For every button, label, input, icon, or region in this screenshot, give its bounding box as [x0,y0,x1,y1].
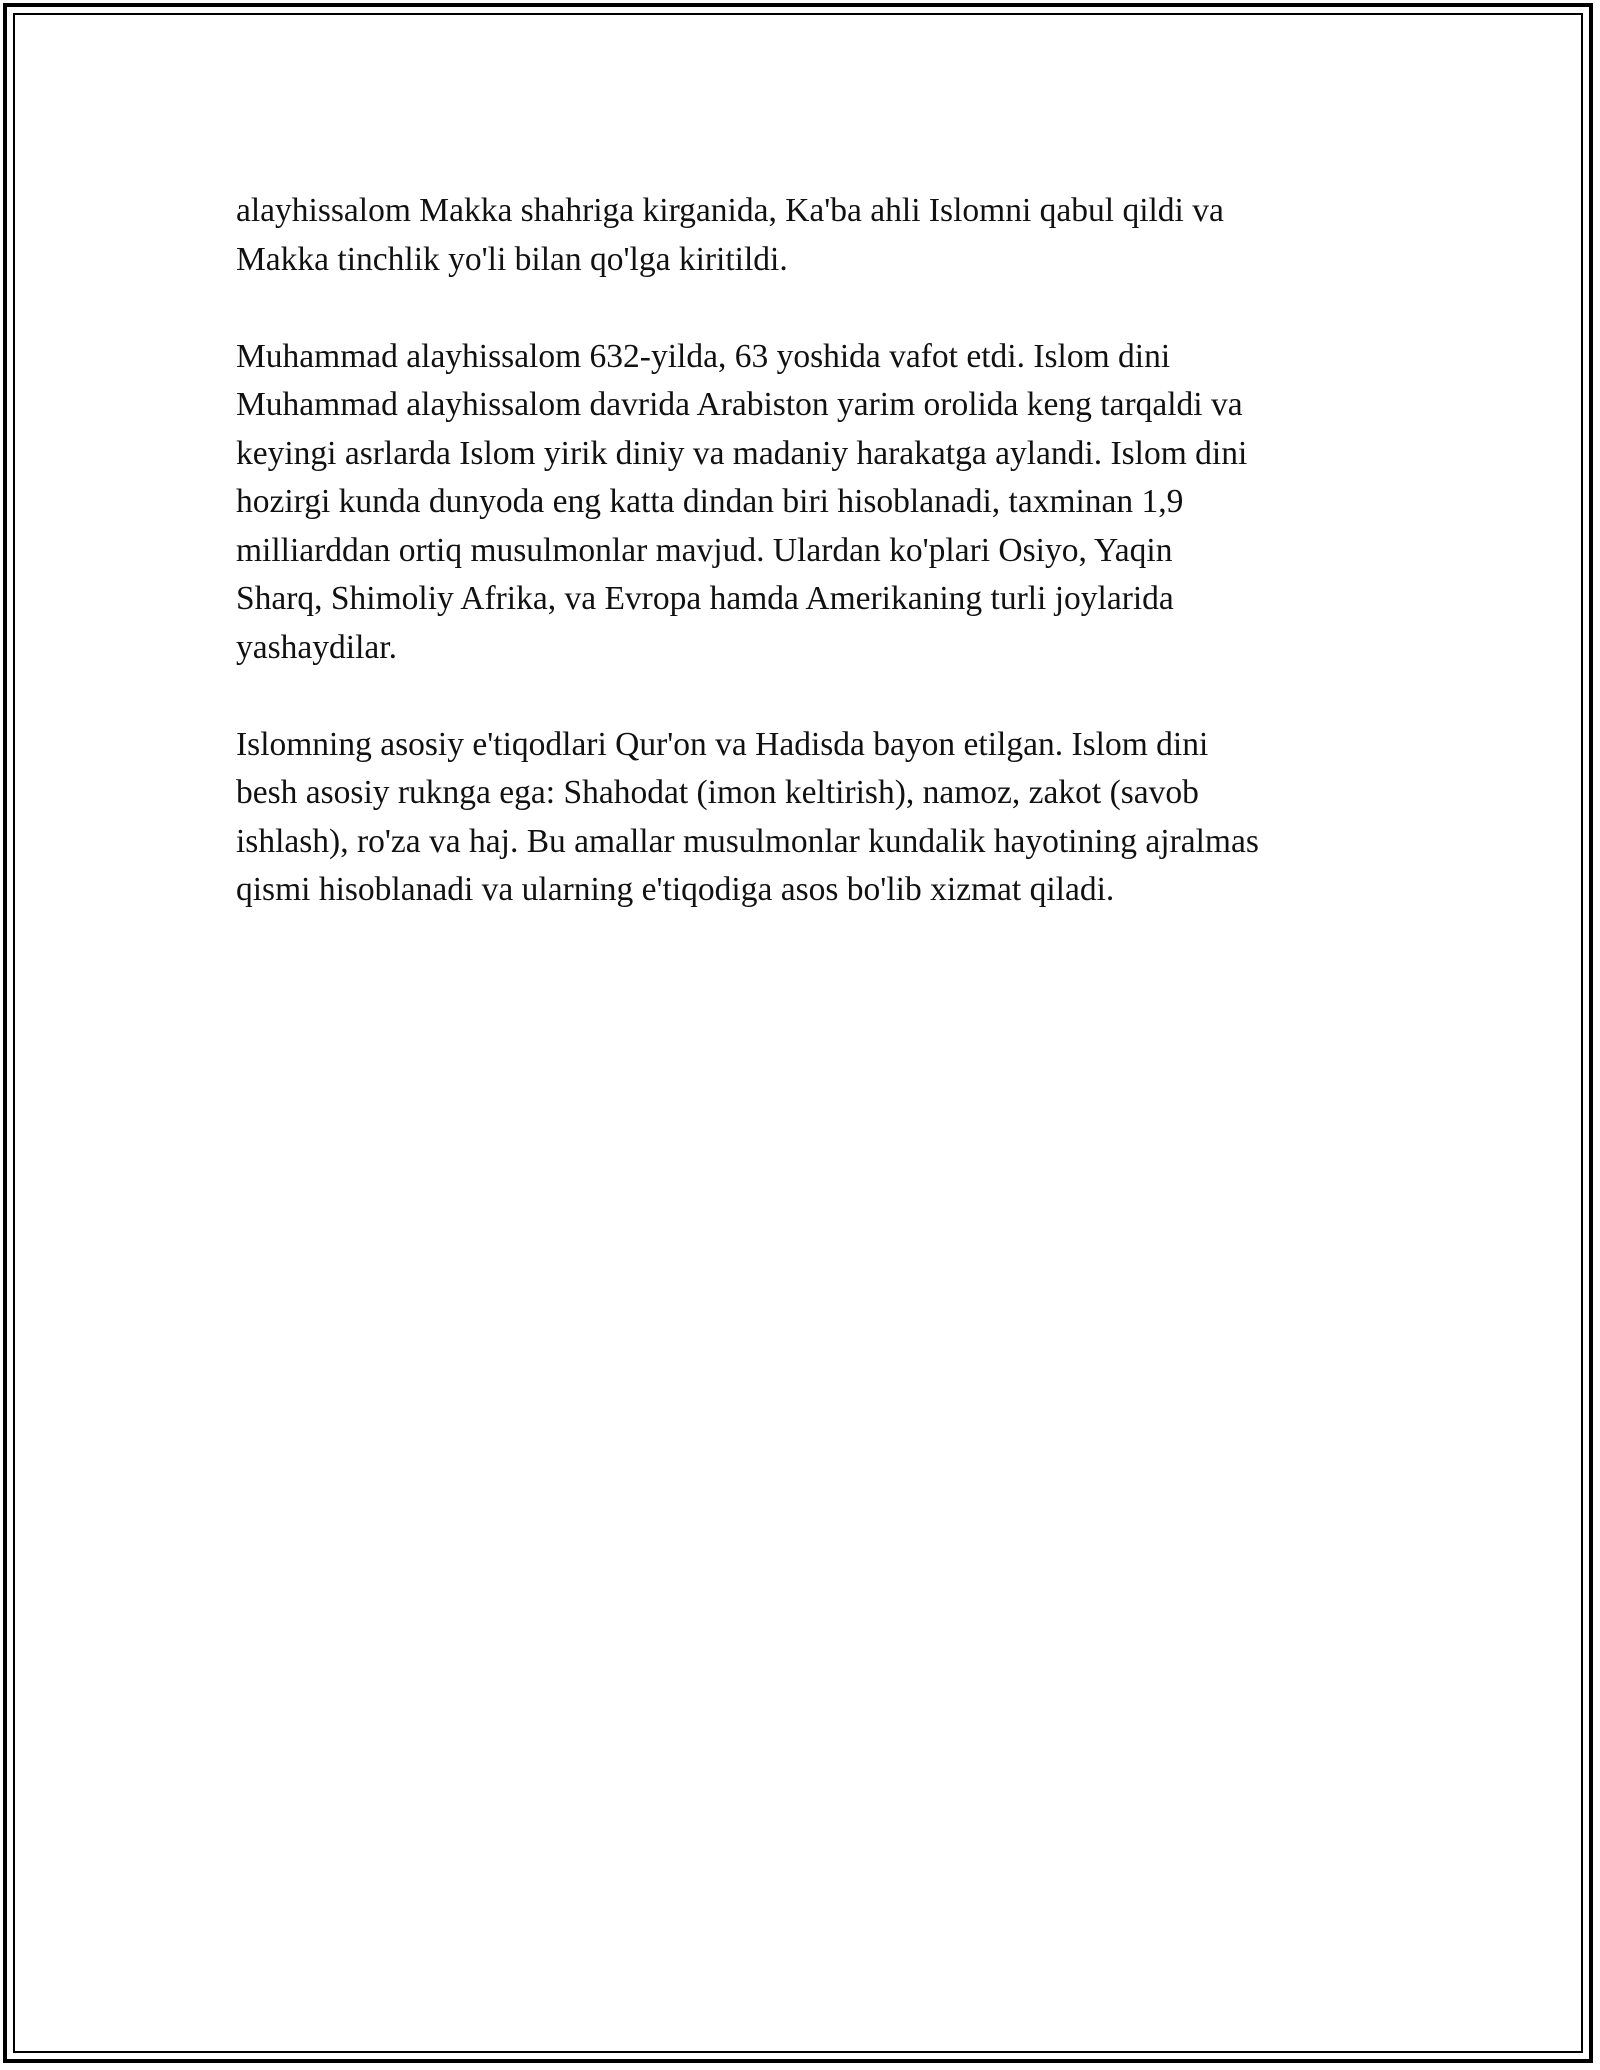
text-line: hozirgi kunda dunyoda eng katta dindan biri hisoblanadi, taxminan 1,9 [236,483,1184,520]
text-line: keyingi asrlarda Islom yirik diniy va madaniy harakatga aylandi. Islom dini [236,434,1248,472]
text-line: besh asosiy ruknga ega: Shahodat (imon keltirish), namoz, zakot (savob [236,774,1199,811]
text-line: Makka tinchlik yo'li bilan qo'lga kiritildi. [236,240,788,278]
text-line: Sharq, Shimoliy Afrika, va Evropa hamda Amerikaning turli joylarida [236,580,1174,617]
text-line: ishlash), ro'za va haj. Bu amallar musulmonlar kundalik hayotining ajralmas [236,822,1259,860]
text-line: milliarddan ortiq musulmonlar mavjud. Ulardan ko'plari Osiyo, Yaqin [236,531,1173,569]
paragraph-spread-of-islam [236,333,1366,673]
document-body [236,187,1366,963]
text-line: alayhissalom Makka shahriga kirganida, Ka'ba ahli Islomni qabul qildi va [236,192,1224,229]
text-line: qismi hisoblanadi va ularning e'tiqodiga asos bo'lib xizmat qiladi. [236,871,1115,908]
text-line: Muhammad alayhissalom 632-yilda, 63 yoshida vafot etdi. Islom dini [236,337,1171,375]
paragraph-makka-conquest [236,187,1366,284]
text-line: yashaydilar. [236,628,397,666]
text-line: Muhammad alayhissalom davrida Arabiston yarim orolida keng tarqaldi va [236,386,1243,423]
text-line: Islomning asosiy e'tiqodlari Qur'on va Hadisda bayon etilgan. Islom dini [236,725,1209,763]
paragraph-core-beliefs [236,721,1366,915]
